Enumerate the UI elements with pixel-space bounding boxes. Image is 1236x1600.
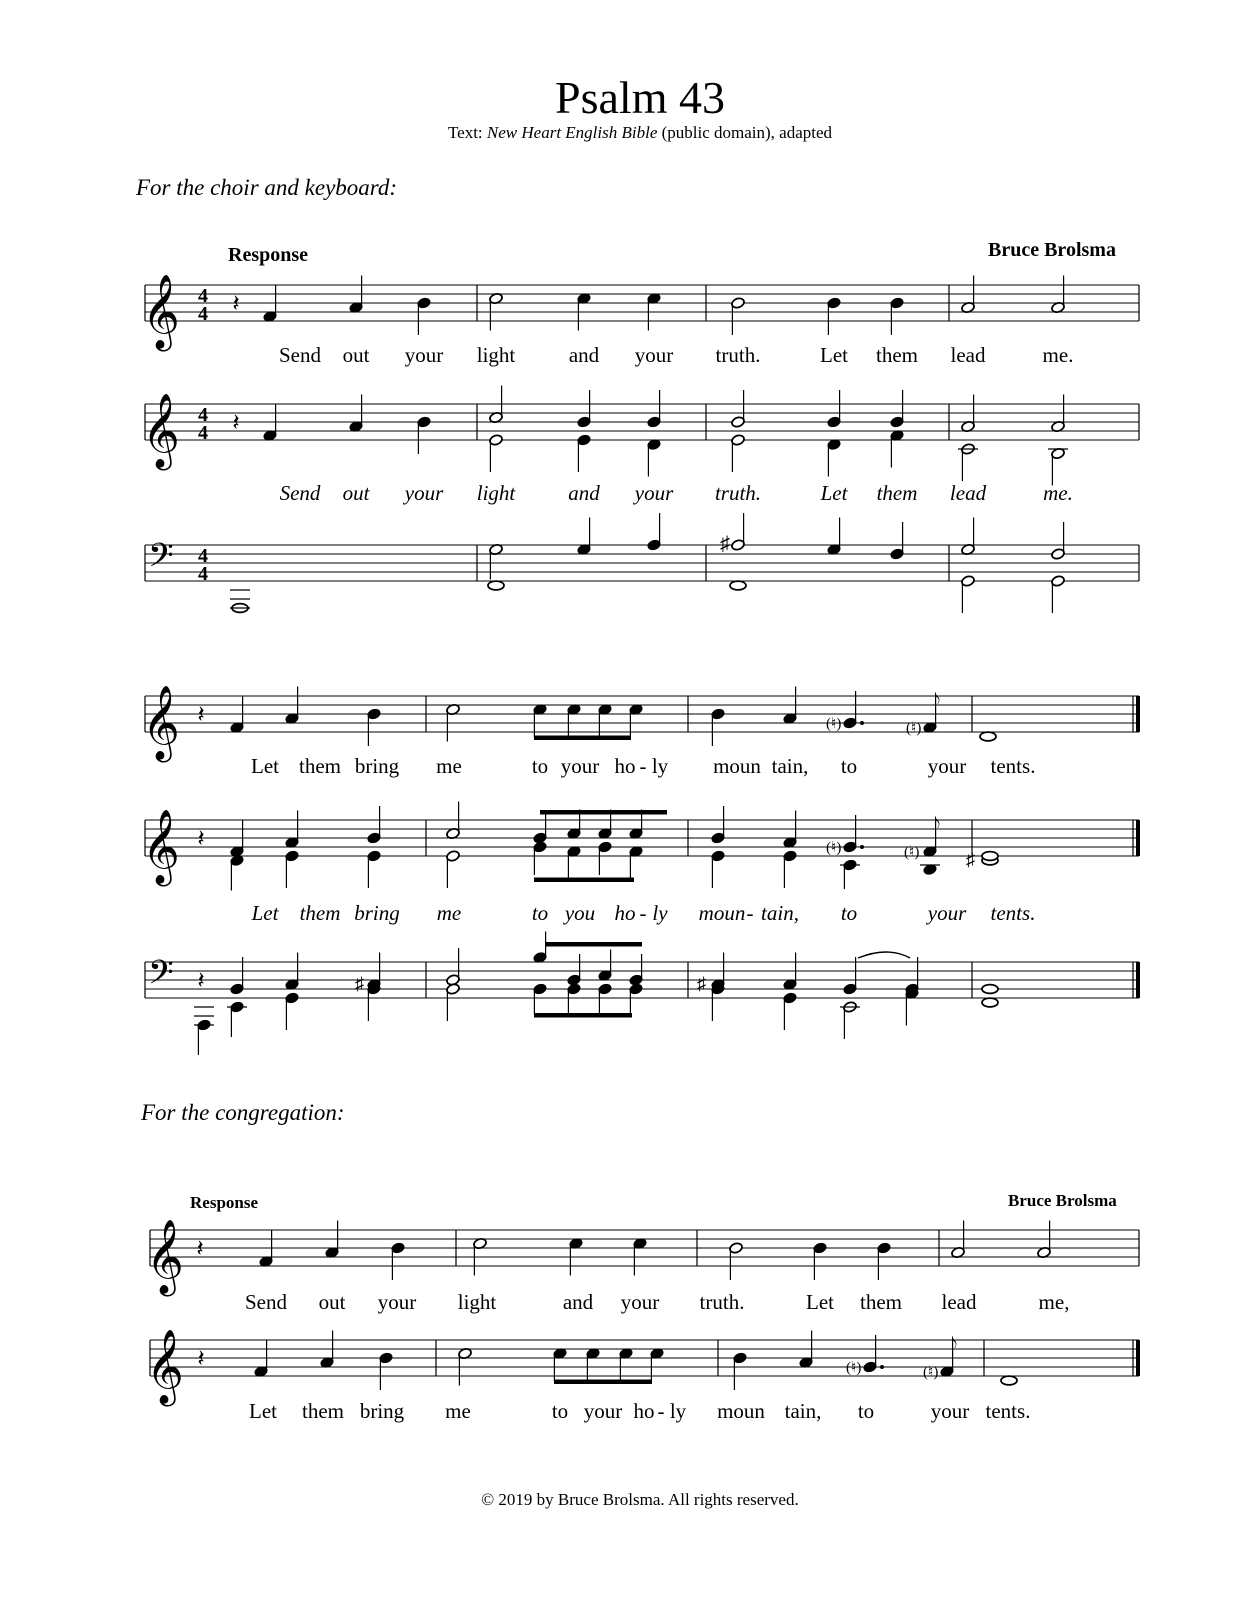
lyric-syllable: to (531, 754, 549, 778)
composer-credit-congregation: Bruce Brolsma (1008, 1191, 1117, 1210)
lyric-syllable: out (342, 481, 370, 505)
lyric-syllable: out (318, 1290, 346, 1314)
beam (534, 878, 634, 883)
lyric-syllable: Send (279, 481, 321, 505)
lyric-syllable: out (342, 343, 370, 367)
treble-clef: 𝄞 (142, 687, 180, 758)
lyric-syllable: light (476, 343, 516, 367)
lyric-syllable: tain, (771, 754, 809, 778)
dot (860, 721, 864, 725)
lyric-syllable: truth. (715, 343, 761, 367)
sharp-accidental: ♯ (966, 849, 975, 870)
tie (858, 952, 910, 958)
lyric-syllable: me (436, 901, 462, 925)
lyric-syllable: you (564, 901, 596, 925)
lyric-syllable: and (568, 481, 600, 505)
natural-accidental: (♮) (906, 720, 922, 737)
credit-prefix: Text: (447, 123, 487, 142)
lyric-syllable: light (476, 481, 516, 505)
lyric-syllable: me. (1043, 481, 1073, 505)
lyric-syllable: your (404, 343, 444, 367)
lyric-syllable: to (551, 1399, 569, 1423)
lyric-syllable: your (927, 901, 967, 925)
lyric-syllable: tents. (985, 1399, 1031, 1423)
whole-note (982, 852, 998, 861)
final-barline-thick (1136, 1340, 1140, 1376)
treble-clef: 𝄞 (146, 1331, 184, 1402)
lyric-syllable: - (639, 754, 647, 778)
lyric-syllable: lead (950, 343, 986, 367)
lyric-syllable: ho (614, 901, 636, 925)
lyric-syllable: your (560, 754, 600, 778)
lyric-syllable: ho (633, 1399, 655, 1423)
treble-clef: 𝄞 (142, 276, 180, 347)
final-barline-thick (1136, 820, 1140, 856)
whole-note (982, 998, 998, 1007)
lyric-syllable: your (377, 1290, 417, 1314)
beam (545, 942, 642, 947)
lyric-syllable: them (860, 1290, 902, 1314)
lyric-syllable: your (404, 481, 444, 505)
lyric-syllable: to (840, 754, 858, 778)
quarter-rest: 𝄽 (196, 1236, 204, 1262)
lyric-syllable: - (657, 1399, 665, 1423)
lyric-syllable: Let (806, 1290, 834, 1314)
whole-note (488, 581, 504, 590)
lyric-syllable: bring (359, 1399, 405, 1423)
time-signature-bottom: 4 (198, 563, 208, 585)
credit-suffix: (public domain), adapted (657, 123, 833, 142)
treble-clef: 𝄞 (142, 811, 180, 882)
natural-accidental: (♮) (846, 1360, 862, 1376)
lyric-syllable: me (445, 1399, 471, 1423)
lyric-syllable: ho (614, 754, 636, 778)
section-heading-congregation: For the congregation: (141, 1100, 345, 1125)
lyric-syllable: Let (249, 1399, 277, 1423)
lyric-syllable: moun (698, 901, 746, 925)
lyric-syllable: moun (717, 1399, 765, 1423)
lyric-syllable: me. (1042, 343, 1074, 367)
time-signature-top: 4 (198, 545, 208, 567)
lyric-syllable: them (299, 754, 341, 778)
lyric-syllable: ly (669, 1399, 687, 1423)
lyric-syllable: your (620, 1290, 660, 1314)
sharp-accidental: ♯ (720, 533, 730, 555)
beam (554, 1380, 652, 1385)
bass-clef: 𝄢 (148, 537, 174, 582)
lyric-syllable: lead (949, 481, 987, 505)
lyric-syllable: them (299, 901, 341, 925)
beam (540, 810, 667, 815)
response-marking-congregation: Response (190, 1193, 259, 1212)
natural-accidental: (♮) (904, 844, 920, 861)
lyric-syllable: bring (354, 754, 400, 778)
dot (880, 1365, 884, 1369)
eighth-flag: 𝅮 (935, 690, 941, 713)
quarter-rest: 𝄽 (197, 1346, 205, 1372)
whole-note (730, 581, 746, 590)
time-signature-bottom: 4 (198, 303, 208, 325)
dot (860, 845, 864, 849)
lyric-syllable: bring (354, 901, 400, 925)
lyric-syllable: Let (820, 481, 848, 505)
treble-clef: 𝄞 (146, 1221, 184, 1292)
beam (534, 736, 631, 741)
lyric-syllable: - (639, 901, 647, 925)
lyric-syllable: and (568, 343, 600, 367)
quarter-rest: 𝄽 (232, 291, 240, 317)
bass-clef: 𝄢 (148, 954, 174, 999)
time-signature-top: 4 (198, 404, 208, 426)
lyric-syllable: Let (820, 343, 848, 367)
eighth-flag: 𝅮 (935, 814, 941, 837)
lyric-syllable: your (930, 1399, 970, 1423)
lyric-syllable: to (840, 901, 858, 925)
quarter-rest: 𝄽 (197, 702, 205, 728)
time-signature-bottom: 4 (198, 422, 208, 444)
lyric-syllable: tents. (990, 754, 1036, 778)
lyric-syllable: to (857, 1399, 875, 1423)
lyric-syllable: them (876, 343, 918, 367)
lyric-syllable: your (634, 481, 674, 505)
lyric-syllable: truth. (714, 481, 762, 505)
section-heading-choir: For the choir and keyboard: (136, 175, 398, 200)
copyright-notice: © 2019 by Bruce Brolsma. All rights reserved. (481, 1490, 799, 1509)
lyric-syllable: light (457, 1290, 497, 1314)
whole-note (980, 732, 996, 741)
sharp-accidental: ♯ (697, 973, 706, 994)
lyric-syllable: Send (279, 343, 321, 367)
lyric-syllable: Let (251, 901, 279, 925)
eighth-flag: 𝅮 (952, 1334, 958, 1357)
page-title: Psalm 43 (555, 72, 725, 123)
lyric-syllable: tents. (990, 901, 1036, 925)
lyric-syllable: ly (651, 754, 669, 778)
treble-clef: 𝄞 (142, 395, 180, 466)
quarter-rest: 𝄽 (197, 968, 205, 994)
beam (534, 1013, 632, 1018)
lyric-syllable: tain, (761, 901, 799, 925)
lyric-syllable: lead (941, 1290, 977, 1314)
response-marking: Response (228, 244, 309, 266)
whole-note (982, 985, 998, 994)
time-signature-top: 4 (198, 285, 208, 307)
quarter-rest: 𝄽 (232, 410, 240, 436)
lyric-syllable: Send (245, 1290, 287, 1314)
lyric-syllable: to (531, 901, 549, 925)
lyric-syllable: and (562, 1290, 594, 1314)
lyric-syllable: me, (1038, 1290, 1070, 1314)
lyric-syllable: tain, (784, 1399, 822, 1423)
lyric-syllable: ly (652, 901, 668, 925)
natural-accidental: (♮) (923, 1364, 939, 1381)
lyric-syllable: me (436, 754, 462, 778)
natural-accidental: (♮) (826, 716, 842, 732)
lyric-syllable: them (302, 1399, 344, 1423)
lyric-syllable: moun (713, 754, 761, 778)
lyric-syllable: - (746, 901, 754, 925)
whole-note (1001, 1376, 1017, 1385)
natural-accidental: (♮) (826, 840, 842, 856)
composer-credit: Bruce Brolsma (988, 239, 1116, 261)
lyric-syllable: your (583, 1399, 623, 1423)
credit-source: New Heart English Bible (486, 123, 658, 142)
lyric-syllable: your (927, 754, 967, 778)
sharp-accidental: ♯ (355, 973, 364, 994)
final-barline-thick (1136, 962, 1140, 998)
final-barline-thick (1136, 696, 1140, 732)
quarter-rest: 𝄽 (197, 826, 205, 852)
lyric-syllable: them (876, 481, 918, 505)
lyric-syllable: your (634, 343, 674, 367)
lyric-syllable: truth. (699, 1290, 745, 1314)
lyric-syllable: Let (251, 754, 279, 778)
